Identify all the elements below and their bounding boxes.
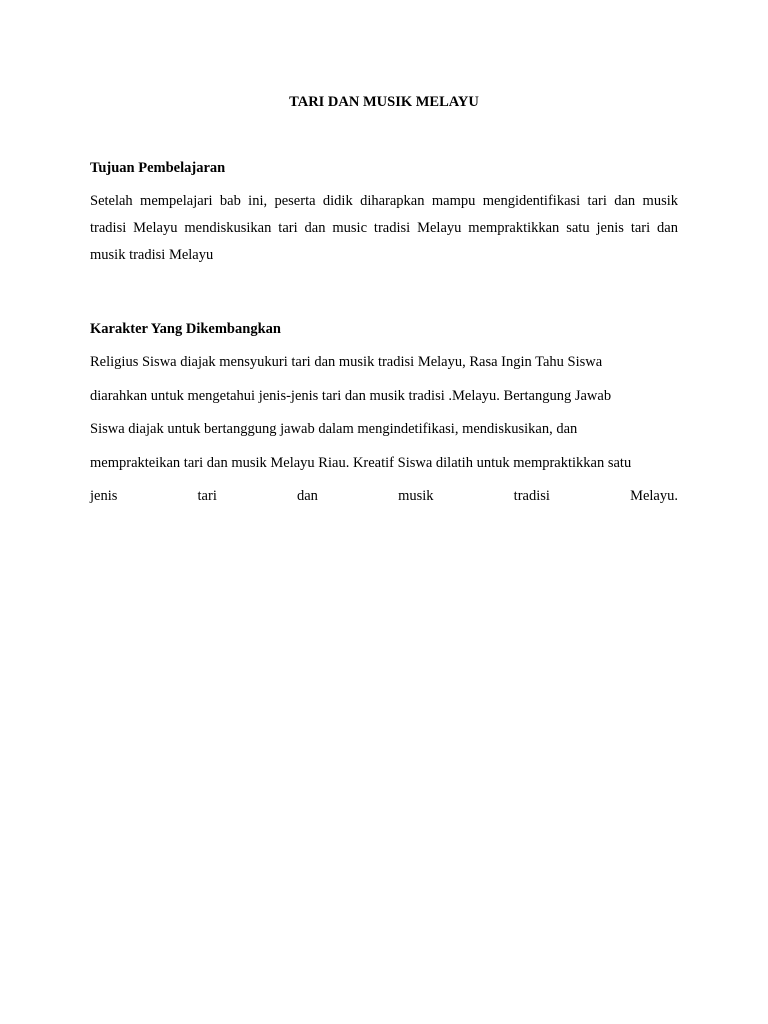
paragraph-line: tradisi Melayu mendiskusikan tari dan music tradisi Melayu mempraktikkan satu jenis tari dan xyxy=(90,220,678,236)
document-title: TARI DAN MUSIK MELAYU xyxy=(289,94,479,110)
paragraph-line: Setelah mempelajari bab ini, peserta didik diharapkan mampu mengidentifikasi tari dan musik xyxy=(90,193,678,209)
paragraph-line: jenis tari dan musik tradisi Melayu. xyxy=(90,488,678,504)
paragraph-line: musik tradisi Melayu xyxy=(90,247,214,263)
section-heading-tujuan: Tujuan Pembelajaran xyxy=(90,160,226,176)
paragraph-line: diarahkan untuk mengetahui jenis-jenis tari dan musik tradisi .Melayu. Bertangung Jawab xyxy=(90,388,612,404)
paragraph-line: Siswa diajak untuk bertanggung jawab dalam mengindetifikasi, mendiskusikan, dan xyxy=(90,421,578,437)
section-heading-karakter: Karakter Yang Dikembangkan xyxy=(90,321,281,337)
paragraph-line: memprakteikan tari dan musik Melayu Riau. Kreatif Siswa dilatih untuk mempraktikkan satu xyxy=(90,455,632,471)
paragraph-line: Religius Siswa diajak mensyukuri tari dan musik tradisi Melayu, Rasa Ingin Tahu Siswa xyxy=(90,354,603,370)
